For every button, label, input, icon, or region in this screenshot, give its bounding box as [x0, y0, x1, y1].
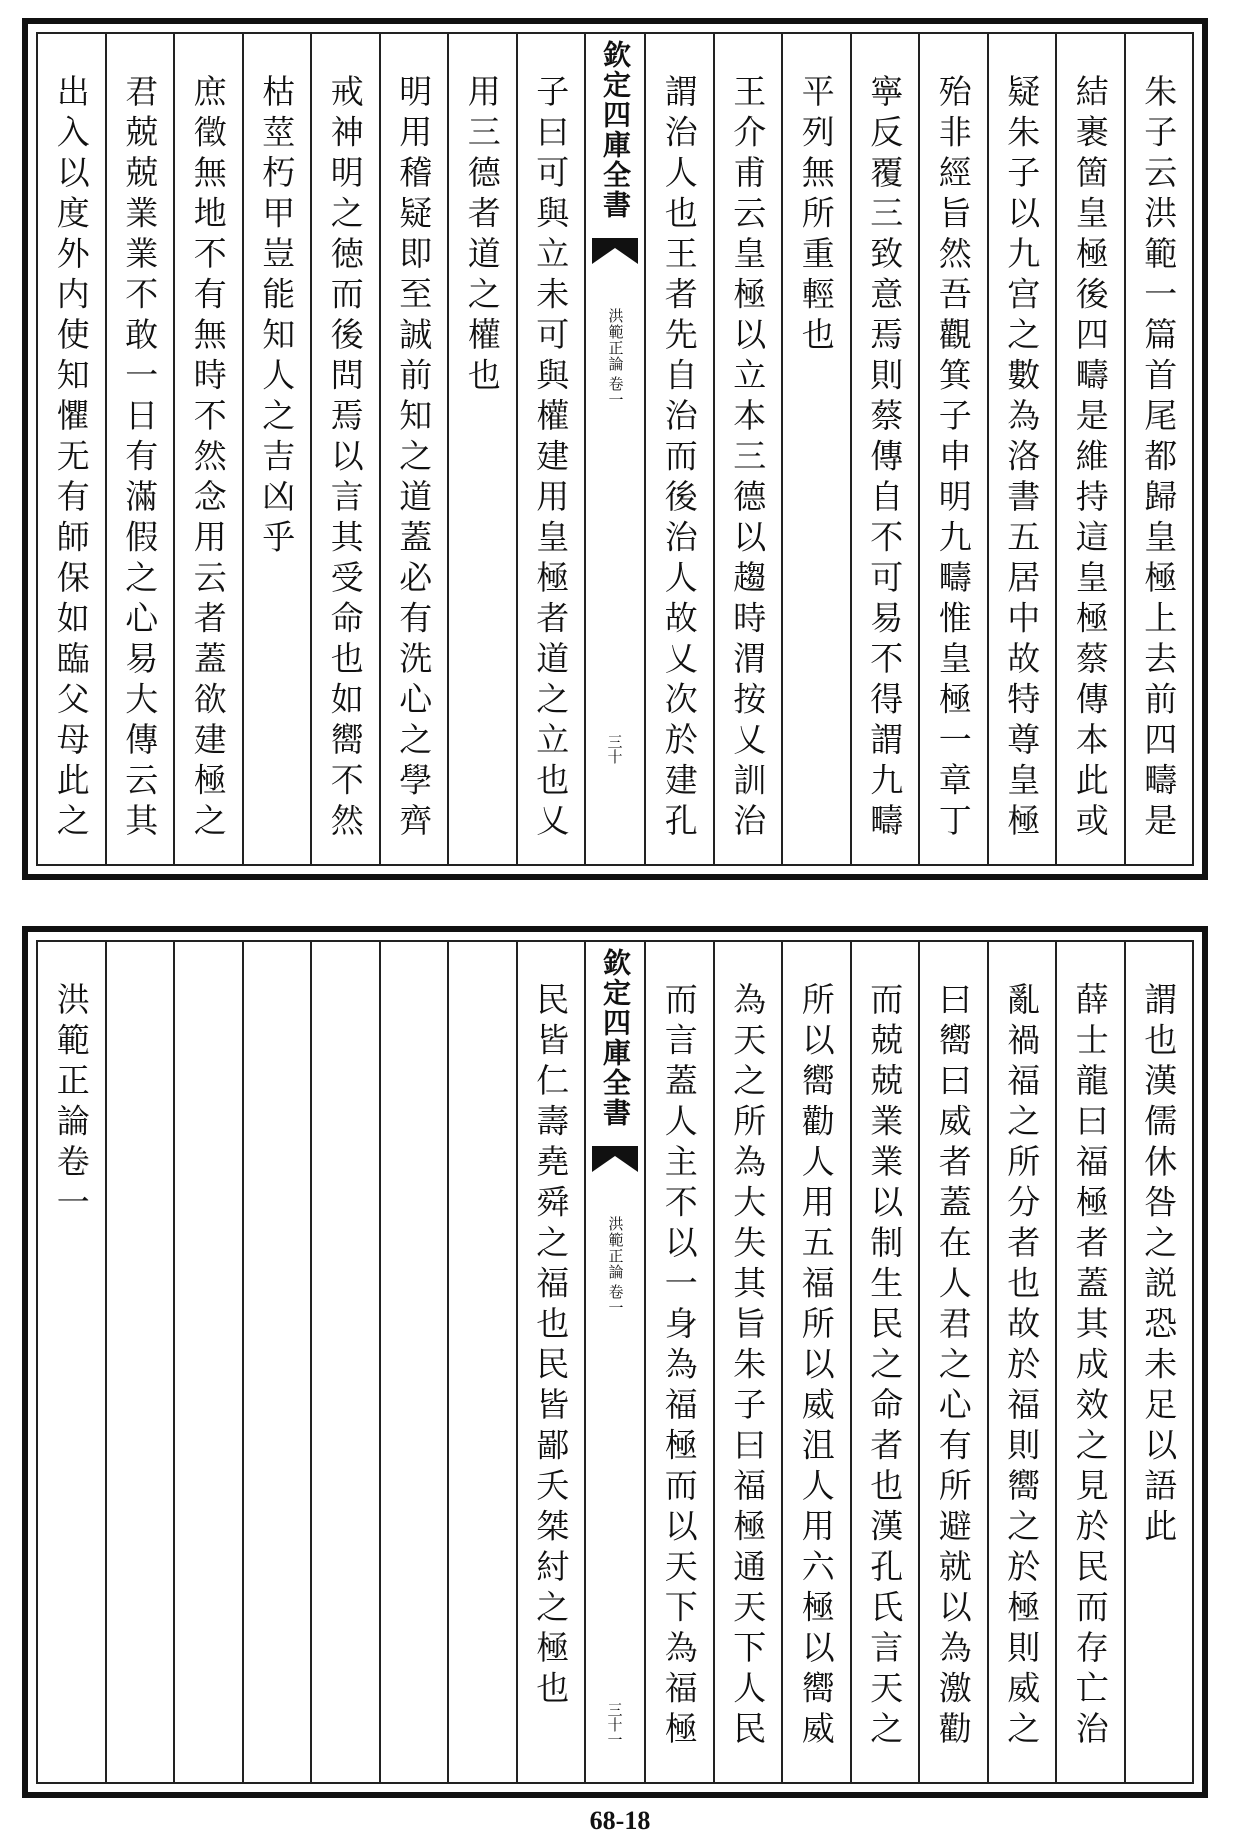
- column-text: 君兢兢業業不敢一日有滿假之心易大傳云其: [120, 74, 160, 844]
- text-column: [105, 34, 174, 864]
- text-column: [516, 942, 585, 1782]
- margin-book-info: [608, 308, 623, 408]
- column-text: 庶徵無地不有無時不然念用云者蓋欲建極之: [188, 74, 228, 844]
- page-number: 68-18: [589, 1806, 651, 1835]
- text-columns: [36, 32, 1194, 866]
- text-column: [38, 34, 105, 864]
- text-column: [1124, 942, 1193, 1782]
- text-column: [38, 942, 105, 1782]
- text-column: [173, 34, 242, 864]
- column-text: 枯莖朽甲豈能知人之吉凶乎: [257, 74, 297, 560]
- margin-juan: 卷一: [606, 376, 625, 408]
- text-column: [644, 942, 713, 1782]
- column-text: 而兢兢業業以制生民之命者也漢孔氏言天之: [865, 982, 905, 1752]
- text-column: [850, 34, 919, 864]
- text-column: [447, 34, 516, 864]
- text-column: [242, 34, 311, 864]
- text-column: [105, 942, 174, 1782]
- text-column: [1055, 34, 1124, 864]
- text-column: [173, 942, 242, 1782]
- folio-number: 三十: [605, 734, 624, 764]
- column-text: 謂治人也王者先自治而後治人故乂次於建孔: [659, 74, 699, 844]
- column-text: 謂也漢儒休咎之説恐未足以語此: [1139, 982, 1179, 1549]
- margin-book-title: 洪範正論: [606, 308, 625, 372]
- margin-book-info: [608, 1216, 623, 1316]
- column-text: 子曰可與立未可與權建用皇極者道之立也乂: [531, 74, 571, 844]
- column-text: 戒神明之徳而後問焉以言其受命也如嚮不然: [325, 74, 365, 844]
- center-margin: [584, 34, 644, 864]
- column-text: 王介甫云皇極以立本三德以趨時渭按乂訓治: [728, 74, 768, 844]
- text-column: [516, 34, 585, 864]
- column-text: 結裹箇皇極後四疇是維持這皇極蔡傳本此或: [1070, 74, 1110, 844]
- column-text: 而言蓋人主不以一身為福極而以天下為福極: [659, 982, 699, 1752]
- text-column: [850, 942, 919, 1782]
- column-text: 民皆仁壽堯舜之福也民皆鄙夭桀紂之極也: [531, 982, 571, 1711]
- folio-page-bottom: [22, 926, 1208, 1798]
- column-text: 薛士龍曰福極者蓋其成效之見於民而存亡治: [1070, 982, 1110, 1752]
- text-column: [918, 942, 987, 1782]
- fish-tail-icon: [592, 238, 638, 264]
- fish-tail-icon: [592, 1146, 638, 1172]
- column-text: 洪範正論卷一: [51, 982, 91, 1225]
- column-text: 曰嚮曰威者蓋在人君之心有所避就以為激勸: [933, 982, 973, 1752]
- text-column: [242, 942, 311, 1782]
- text-column: [987, 34, 1056, 864]
- column-text: 為天之所為大失其旨朱子曰福極通天下人民: [728, 982, 768, 1752]
- margin-book-title: 洪範正論: [606, 1216, 625, 1280]
- center-margin: [584, 942, 644, 1782]
- column-text: 朱子云洪範一篇首尾都歸皇極上去前四疇是: [1139, 74, 1179, 844]
- folio-number: 三十一: [605, 1702, 624, 1747]
- column-text: 亂禍福之所分者也故於福則嚮之於極則威之: [1002, 982, 1042, 1752]
- text-column: [713, 942, 782, 1782]
- column-text: 平列無所重輕也: [796, 74, 836, 358]
- text-column: [310, 34, 379, 864]
- text-column: [644, 34, 713, 864]
- column-text: 殆非經旨然吾觀箕子申明九疇惟皇極一章丁: [933, 74, 973, 844]
- column-text: 出入以度外内使知懼无有師保如臨父母此之: [51, 74, 91, 844]
- margin-title: 欽定四庫全書: [599, 948, 632, 1128]
- folio-page-top: [22, 18, 1208, 880]
- text-column: [918, 34, 987, 864]
- text-column: [781, 942, 850, 1782]
- text-column: [781, 34, 850, 864]
- column-text: 所以嚮勸人用五福所以威沮人用六極以嚮威: [796, 982, 836, 1752]
- text-column: [379, 942, 448, 1782]
- column-text: 疑朱子以九宫之數為洛書五居中故特尊皇極: [1002, 74, 1042, 844]
- column-text: 用三德者道之權也: [462, 74, 502, 398]
- text-column: [1055, 942, 1124, 1782]
- text-column: [987, 942, 1056, 1782]
- column-text: 寧反覆三致意焉則蔡傳自不可易不得謂九疇: [865, 74, 905, 844]
- text-column: [310, 942, 379, 1782]
- text-column: [713, 34, 782, 864]
- text-column: [379, 34, 448, 864]
- text-column: [447, 942, 516, 1782]
- margin-juan: 卷一: [606, 1284, 625, 1316]
- column-text: 明用稽疑即至誠前知之道蓋必有洗心之學齊: [394, 74, 434, 844]
- margin-title: 欽定四庫全書: [599, 40, 632, 220]
- text-columns: [36, 940, 1194, 1784]
- text-column: [1124, 34, 1193, 864]
